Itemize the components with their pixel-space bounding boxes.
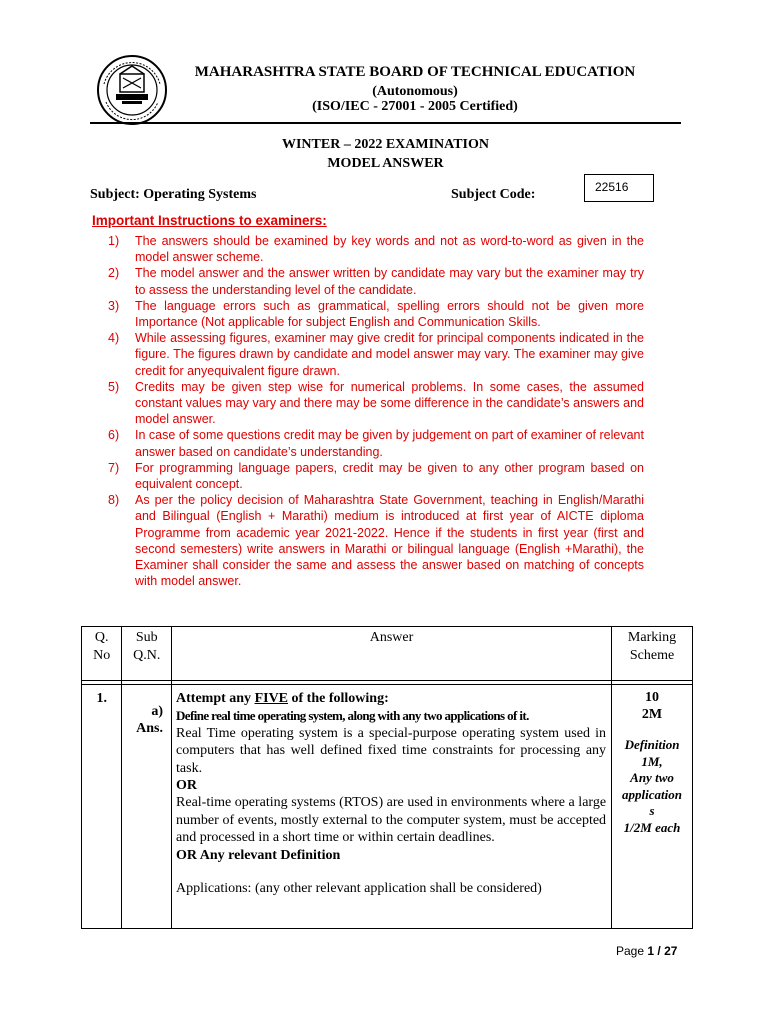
page-number: Page 1 / 27 [616, 944, 678, 958]
exam-subtitle: MODEL ANSWER [327, 156, 444, 171]
instruction-text: In case of some questions credit may be given by judgement on part of examiner of relevant answer based on candidate’s understanding. [135, 428, 644, 459]
question-text: Define real time operating system, along with any two applications of it. [176, 708, 529, 724]
autonomous-label: (Autonomous) [372, 84, 458, 99]
marks-total: 10 [645, 690, 660, 705]
answer-table [81, 626, 693, 929]
marking-cell [612, 685, 693, 929]
header-divider [90, 122, 681, 124]
answer-paragraph-2: Real-time operating systems (RTOS) are used in environments where a large number of events, mostly external to the computer system, must be accepted and processed in a short time or within certain deadlines. [176, 795, 607, 846]
table-row [82, 685, 693, 929]
answer-cell [172, 685, 612, 929]
instruction-item [108, 379, 644, 428]
instruction-item [108, 330, 644, 379]
instruction-item [108, 492, 644, 589]
sub-question [122, 685, 172, 929]
instruction-number: 1) [108, 234, 120, 248]
or-separator: OR [176, 778, 198, 794]
attempt-instruction: Attempt any FIVE of the following: [176, 691, 389, 706]
header-subqn: Sub Q.N. [122, 627, 172, 681]
instruction-number: 7) [108, 460, 120, 475]
answer-label: Ans. [136, 721, 164, 736]
table-header-row [82, 627, 693, 681]
instruction-number: 3) [108, 298, 120, 313]
instructions-title: Important Instructions to examiners: [92, 213, 327, 228]
instruction-number: 2) [108, 266, 120, 281]
instruction-item [108, 233, 644, 265]
header-qno: Q. No [82, 627, 122, 681]
instruction-number: 5) [108, 379, 120, 394]
instruction-item [108, 265, 644, 297]
exam-title: WINTER – 2022 EXAMINATION [281, 137, 490, 152]
marking-scheme: Definition 1M, Any two application s 1/2M each [622, 737, 682, 835]
header-marking: Marking Scheme [612, 627, 693, 681]
applications-text: Applications: (any other relevant application shall be considered) [176, 881, 542, 897]
instruction-number: 4) [108, 331, 120, 346]
instruction-text: While assessing figures, examiner may give credit for principal components indicated in the figure. The figures drawn by candidate and model answer may vary. The examiner may give credit for anyequivalent figure drawn. [135, 331, 644, 378]
subject-code-box: 22516 [584, 174, 654, 202]
subject-label: Subject: Operating Systems [90, 187, 257, 202]
instruction-number: 8) [108, 493, 120, 508]
certification-label: (ISO/IEC - 27001 - 2005 Certified) [312, 99, 518, 114]
instructions-list [108, 233, 644, 589]
sub-question-label: a) [151, 704, 164, 719]
instruction-number: 6) [108, 428, 120, 443]
instruction-text: The language errors such as grammatical, spelling errors should not be given more Importance (Not applicable for subject English and Communication Skills. [135, 298, 644, 330]
instruction-text: For programming language papers, credit may be given to any other program based on equivalent concept. [135, 460, 644, 492]
header-answer: Answer [172, 627, 612, 681]
instruction-text: Credits may be given step wise for numerical problems. In some cases, the assumed constant values may vary and there may be some difference in the candidate’s answers and model answer. [135, 379, 644, 427]
instruction-item [108, 298, 644, 330]
answer-paragraph-1: Real Time operating system is a special-purpose operating system used in computers that has well defined fixed time constraints for processing any task. [176, 725, 607, 776]
instruction-text: As per the policy decision of Maharashtra State Government, teaching in English/Marathi and Bilingual (English + Marathi) medium is introduced at first year of AICTE diploma Programme from academic year 2021-2022. Hence if the students in first year (first and second semesters) write answers in Marathi or bilingual language (English +Marathi), the Examiner shall consider the same and assess the answer based on matching of concepts with model answer. [135, 493, 644, 589]
question-number: 1. [82, 685, 122, 929]
instruction-text: The answers should be examined by key words and not as word-to-word as given in the model answer scheme. [135, 234, 644, 265]
or-any-definition: OR Any relevant Definition [176, 847, 341, 863]
marks-sub: 2M [641, 707, 663, 722]
board-name: MAHARASHTRA STATE BOARD OF TECHNICAL EDUCATION [194, 64, 636, 80]
instruction-text: The model answer and the answer written by candidate may vary but the examiner may try to assess the understanding level of the candidate. [135, 266, 644, 297]
instruction-item [108, 460, 644, 492]
subject-code-label: Subject Code: [451, 187, 536, 202]
instruction-item [108, 427, 644, 459]
